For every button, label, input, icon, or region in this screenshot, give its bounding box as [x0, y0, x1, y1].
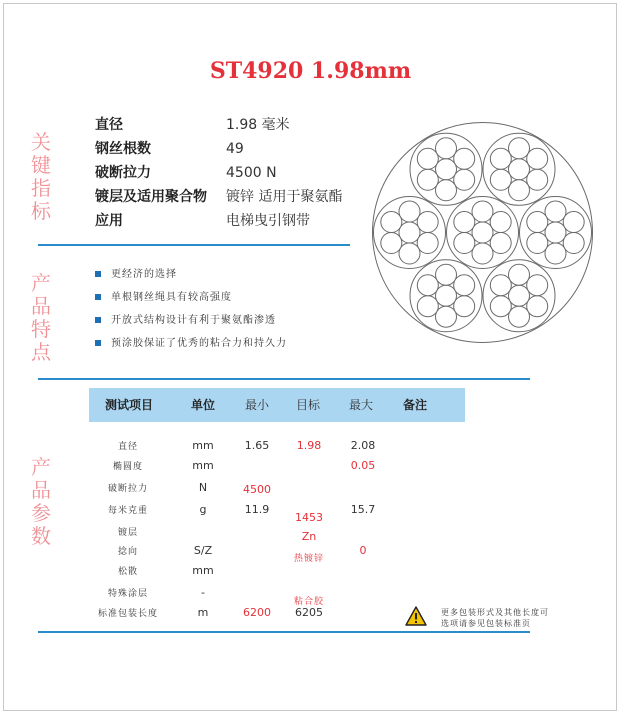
- wire: [417, 296, 438, 317]
- wire: [399, 243, 420, 264]
- wire: [417, 212, 438, 233]
- table-cell-item: 直径: [117, 442, 139, 452]
- section-label-key: 关 键 指 标: [31, 130, 51, 223]
- table-cell-min: 4500: [243, 483, 271, 496]
- table-cell-max: 0.05: [350, 459, 376, 472]
- feature-item: 开放式结构设计有利于聚氨酯渗透: [95, 311, 276, 326]
- wire: [417, 233, 438, 254]
- spec-key: 镀层及适用聚合物: [95, 189, 207, 205]
- feature-item: 更经济的选择: [95, 265, 177, 280]
- table-cell-min: 6200: [243, 606, 271, 619]
- wire: [509, 264, 530, 285]
- wire: [545, 243, 566, 264]
- header-item: 测试项目: [104, 398, 154, 412]
- wire: [436, 264, 457, 285]
- table-cell-unit: g: [199, 503, 207, 516]
- spec-value: 4500 N: [226, 165, 277, 181]
- wire: [472, 222, 493, 243]
- table-cell-min: 11.9: [244, 503, 270, 516]
- wire: [454, 169, 475, 190]
- feature-item: 单根钢丝绳具有较高强度: [95, 288, 232, 303]
- spec-key: 直径: [95, 117, 123, 133]
- wire: [436, 306, 457, 327]
- header-max: 最大: [348, 398, 374, 412]
- wire: [563, 233, 584, 254]
- warning-triangle-icon: [405, 606, 427, 626]
- table-cell-item: 破断拉力: [107, 484, 149, 494]
- table-cell-max: 0: [359, 544, 367, 557]
- table-cell-target: 热镀锌: [293, 554, 325, 564]
- packaging-note: 更多包装形式及其他长度可 选项请参见包装标准页: [441, 608, 549, 628]
- spec-key: 破断拉力: [95, 165, 151, 181]
- table-cell-item: 标准包装长度: [97, 609, 159, 619]
- wire: [527, 212, 548, 233]
- wire: [454, 296, 475, 317]
- wire: [490, 233, 511, 254]
- divider: [38, 631, 530, 633]
- wire: [436, 159, 457, 180]
- divider: [38, 378, 530, 380]
- bullet-icon: [95, 317, 101, 323]
- bullet-icon: [95, 294, 101, 300]
- table-cell-item: 镀层: [117, 528, 139, 538]
- table-cell-item: 松散: [117, 567, 139, 577]
- wire: [527, 233, 548, 254]
- section-label-params: 产 品 参 数: [31, 455, 51, 548]
- wire: [509, 138, 530, 159]
- table-cell-unit: -: [201, 586, 205, 599]
- table-cell-unit: m: [197, 606, 209, 619]
- table-cell-unit: N: [198, 481, 208, 494]
- wire: [454, 275, 475, 296]
- bullet-icon: [95, 340, 101, 346]
- spec-key: 应用: [95, 213, 123, 229]
- bullet-icon: [95, 271, 101, 277]
- wire: [454, 148, 475, 169]
- table-cell-unit: S/Z: [193, 544, 213, 557]
- wire: [472, 243, 493, 264]
- wire: [381, 212, 402, 233]
- spec-value: 49: [226, 141, 244, 157]
- table-cell-item: 特殊涂层: [107, 589, 149, 599]
- table-cell-unit: mm: [192, 459, 214, 472]
- table-cell-min: 1.65: [244, 439, 270, 452]
- feature-item: 预涂胶保证了优秀的粘合力和持久力: [95, 334, 287, 349]
- product-title: ST4920 1.98mm: [209, 58, 412, 84]
- wire: [436, 285, 457, 306]
- wire: [509, 306, 530, 327]
- table-cell-target: 1453: [295, 511, 323, 524]
- table-cell-item: 捻向: [117, 547, 139, 557]
- wire: [509, 159, 530, 180]
- wire: [527, 148, 548, 169]
- header-remark: 备注: [402, 398, 428, 412]
- wire: [490, 148, 511, 169]
- wire: [527, 275, 548, 296]
- table-cell-target: Zn: [301, 530, 317, 543]
- table-cell-max: 15.7: [350, 503, 376, 516]
- wire: [399, 222, 420, 243]
- header-unit: 单位: [190, 398, 216, 412]
- wire: [490, 212, 511, 233]
- table-cell-unit: mm: [192, 439, 214, 452]
- wire: [545, 222, 566, 243]
- table-cell-item: 椭圆度: [112, 462, 144, 472]
- wire: [436, 138, 457, 159]
- spec-key: 钢丝根数: [95, 141, 151, 157]
- wire: [472, 201, 493, 222]
- wire: [454, 233, 475, 254]
- wire: [527, 296, 548, 317]
- wire: [417, 169, 438, 190]
- table-cell-target: 6205: [295, 606, 323, 619]
- wire: [381, 233, 402, 254]
- wire: [417, 148, 438, 169]
- wire: [527, 169, 548, 190]
- section-label-features: 产 品 特 点: [31, 271, 51, 364]
- divider: [38, 244, 350, 246]
- wire: [490, 296, 511, 317]
- table-cell-item: 每米克重: [107, 506, 149, 516]
- wire: [545, 201, 566, 222]
- table-cell-max: 2.08: [350, 439, 376, 452]
- spec-value: 1.98 毫米: [226, 117, 290, 133]
- wire: [399, 201, 420, 222]
- spec-value: 镀锌 适用于聚氨酯: [226, 189, 343, 205]
- wire: [563, 212, 584, 233]
- wire: [490, 275, 511, 296]
- table-cell-unit: mm: [192, 564, 214, 577]
- header-min: 最小: [244, 398, 270, 412]
- wire: [417, 275, 438, 296]
- wire-rope-cross-section-icon: [370, 120, 595, 345]
- table-cell-target: 1.98: [296, 439, 322, 452]
- wire: [509, 180, 530, 201]
- wire: [436, 180, 457, 201]
- wire: [454, 212, 475, 233]
- table-header: [89, 388, 465, 422]
- wire: [509, 285, 530, 306]
- wire: [490, 169, 511, 190]
- table-cell-target: 粘合胶: [293, 597, 325, 607]
- header-target: 目标: [295, 398, 321, 412]
- spec-value: 电梯曳引钢带: [226, 213, 310, 229]
